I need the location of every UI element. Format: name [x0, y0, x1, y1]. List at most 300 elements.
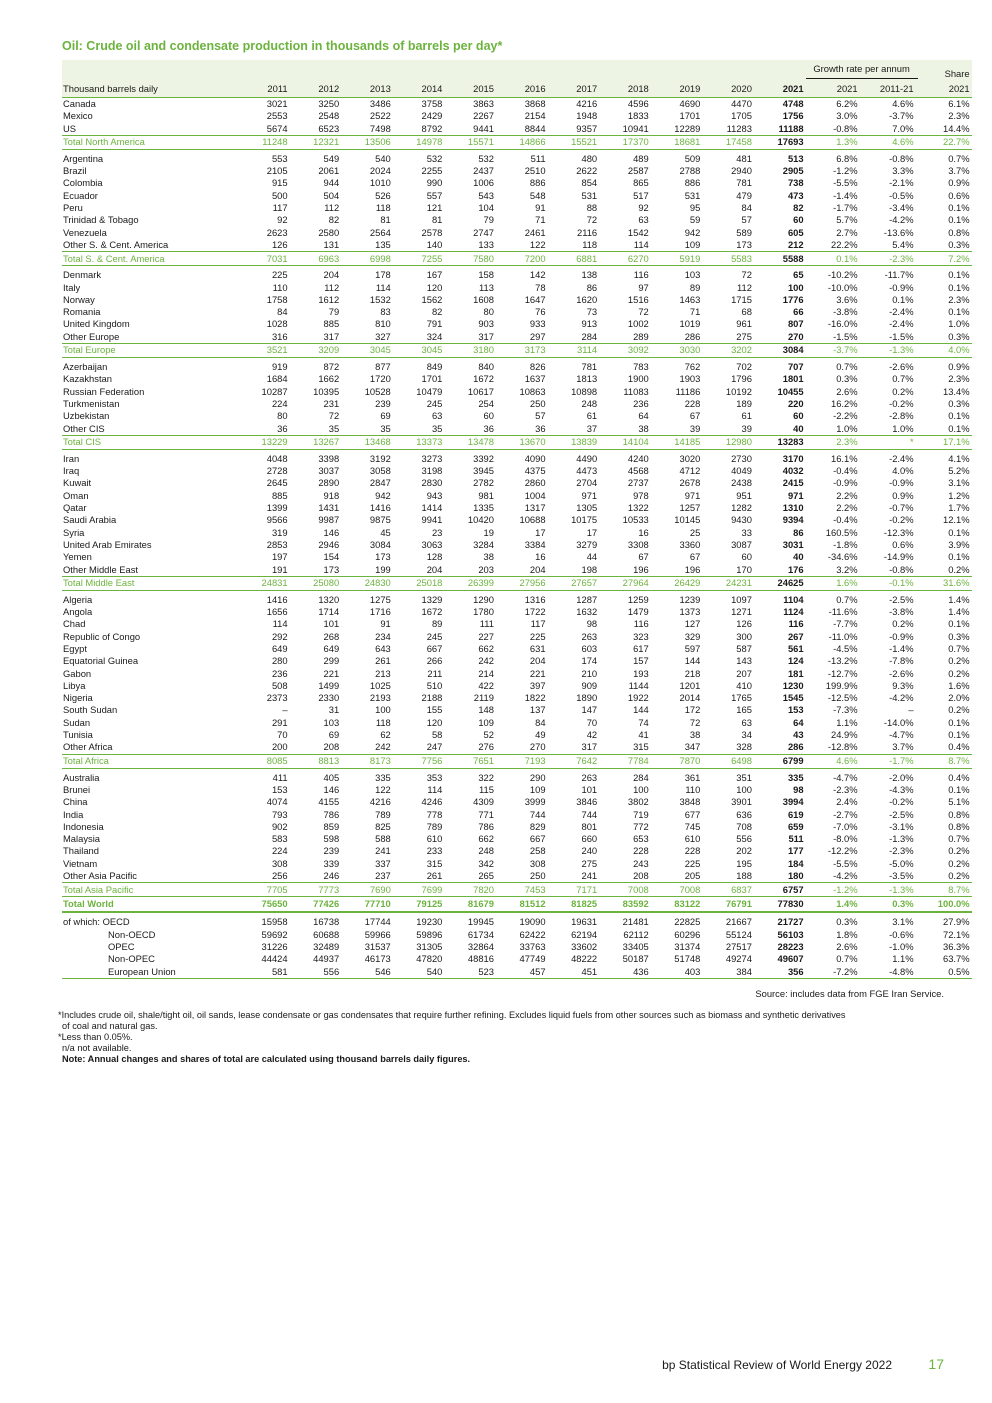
value-cell: 153: [787, 704, 804, 716]
growth-cell: 3.1%: [892, 916, 914, 928]
value-cell: 489: [633, 152, 649, 164]
value-cell: 1903: [679, 373, 701, 385]
value-cell: 1104: [783, 593, 804, 605]
value-cell: 147: [581, 704, 598, 716]
share-cell: 0.1%: [948, 783, 970, 795]
value-cell: 909: [581, 679, 598, 691]
growth-cell: -34.6%: [827, 551, 858, 563]
table-row: [62, 784, 972, 796]
value-cell: 3392: [473, 452, 494, 464]
header-row-columns: [62, 79, 972, 98]
value-cell: 4032: [782, 465, 804, 477]
value-cell: 1006: [473, 177, 494, 189]
value-cell: 10420: [467, 514, 494, 526]
value-cell: 361: [684, 771, 701, 783]
share-cell: 0.1%: [948, 526, 970, 538]
value-cell: 1758: [266, 293, 288, 305]
value-cell: 236: [633, 397, 649, 409]
value-cell: 77830: [754, 897, 806, 913]
value-cell: 356: [754, 966, 806, 979]
value-cell: 83592: [599, 897, 651, 913]
value-cell: 21667: [725, 916, 752, 928]
share-cell: 0.1%: [948, 306, 970, 318]
growth-cell: 6.2%: [836, 98, 858, 109]
value-cell: 347: [684, 741, 701, 753]
table-row: [62, 631, 972, 643]
value-cell: 762: [684, 361, 701, 373]
value-cell: 195: [736, 857, 752, 869]
value-cell: 19631: [571, 916, 598, 928]
value-cell: 127: [684, 618, 701, 630]
growth-cell: -16.0%: [827, 318, 858, 330]
value-cell: 59: [689, 214, 701, 226]
value-cell: 191: [271, 563, 288, 575]
value-cell: 2510: [524, 165, 546, 177]
value-cell: 148: [478, 704, 494, 716]
value-cell: 248: [581, 397, 598, 409]
value-cell: 27517: [725, 940, 752, 952]
table-row: [62, 318, 972, 330]
value-cell: 553: [271, 152, 288, 164]
value-cell: 353: [426, 771, 443, 783]
share-cell: 5.1%: [948, 796, 970, 808]
value-cell: 3209: [290, 344, 342, 358]
value-cell: 155: [426, 704, 443, 716]
value-cell: 5588: [754, 252, 806, 266]
value-cell: 1144: [628, 679, 649, 691]
value-cell: 83122: [651, 897, 703, 913]
value-cell: 117: [530, 618, 546, 630]
production-table-container: [62, 60, 970, 979]
growth-cell: -3.7%: [889, 110, 914, 122]
value-cell: 6498: [702, 754, 754, 768]
value-cell: 50187: [622, 953, 649, 965]
share-cell: 100.0%: [918, 897, 972, 913]
value-cell: 4049: [731, 465, 752, 477]
value-cell: 41: [638, 729, 649, 741]
share-cell: 3.9%: [948, 538, 970, 550]
value-cell: 91: [535, 202, 546, 214]
growth-cell: 4.0%: [892, 465, 914, 477]
value-cell: 63: [638, 214, 649, 226]
value-cell: 510: [426, 679, 443, 691]
growth-cell: 1.0%: [836, 422, 858, 434]
value-cell: 100: [633, 783, 649, 795]
value-cell: 181: [787, 667, 804, 679]
share-cell: 0.8%: [948, 226, 970, 238]
year-header: 2014: [393, 79, 445, 98]
value-cell: 34: [741, 729, 752, 741]
value-cell: 5674: [266, 122, 288, 134]
value-cell: 8844: [524, 122, 546, 134]
growth-cell: -4.3%: [889, 783, 914, 795]
value-cell: 7171: [548, 883, 600, 897]
value-cell: 25018: [393, 576, 445, 590]
value-cell: 21481: [622, 916, 649, 928]
year-header: 2019: [651, 79, 703, 98]
table-row: [62, 239, 972, 252]
value-cell: 801: [581, 820, 598, 832]
value-cell: 82: [793, 202, 804, 214]
value-cell: 546: [341, 966, 393, 979]
value-cell: 118: [582, 238, 598, 250]
value-cell: 71: [689, 306, 701, 318]
value-cell: 6963: [290, 252, 342, 266]
table-row: [62, 941, 972, 953]
value-cell: 319: [271, 526, 288, 538]
value-cell: 480: [581, 152, 598, 164]
value-cell: 2461: [524, 226, 546, 238]
year-header: 2021: [754, 79, 806, 98]
value-cell: 61: [586, 410, 598, 422]
value-cell: 540: [375, 152, 391, 164]
value-cell: 328: [736, 741, 752, 753]
value-cell: 1317: [524, 502, 546, 514]
share-cell: 0.9%: [948, 361, 970, 373]
growth-cell: -2.0%: [889, 771, 914, 783]
value-cell: 587: [736, 642, 752, 654]
value-cell: 266: [426, 655, 443, 667]
value-cell: 2330: [318, 692, 340, 704]
value-cell: 117: [272, 202, 288, 214]
value-cell: 610: [684, 833, 701, 845]
value-cell: 523: [444, 966, 496, 979]
value-cell: 1516: [627, 293, 649, 305]
table-total-row: [62, 897, 972, 913]
growth-cell: 1.8%: [836, 928, 858, 940]
row-label: Kazakhstan: [63, 373, 112, 385]
value-cell: 1416: [369, 502, 391, 514]
value-cell: 1271: [731, 606, 752, 618]
value-cell: 121: [426, 202, 443, 214]
value-cell: 2737: [627, 477, 649, 489]
value-cell: –: [282, 704, 288, 716]
value-cell: 70: [586, 716, 598, 728]
growth-cell: *: [862, 435, 918, 449]
growth-cell: -2.6%: [889, 361, 914, 373]
value-cell: 144: [684, 655, 701, 667]
value-cell: 3848: [679, 796, 701, 808]
value-cell: 224: [271, 397, 288, 409]
value-cell: 589: [736, 226, 752, 238]
value-cell: 2564: [369, 226, 391, 238]
growth-cell: -3.1%: [889, 820, 914, 832]
row-label: Vietnam: [63, 857, 98, 869]
value-cell: 51748: [674, 953, 701, 965]
share-cell: 5.2%: [948, 465, 970, 477]
value-cell: 405: [323, 771, 340, 783]
row-label: Total S. & Cent. America: [62, 252, 238, 266]
share-cell: 0.1%: [948, 618, 970, 630]
value-cell: 79: [483, 214, 494, 226]
growth-cell: 2.6%: [836, 940, 858, 952]
share-cell: 0.4%: [948, 771, 970, 783]
value-cell: 2847: [369, 477, 391, 489]
growth-cell: -11.7%: [884, 269, 914, 281]
value-cell: 38: [483, 551, 494, 563]
value-cell: 2678: [679, 477, 701, 489]
value-cell: 315: [633, 741, 649, 753]
table-row: [62, 423, 972, 436]
value-cell: 91: [380, 618, 391, 630]
value-cell: 47749: [519, 953, 546, 965]
value-cell: 316: [271, 330, 288, 342]
value-cell: 786: [478, 820, 494, 832]
value-cell: 254: [478, 397, 494, 409]
growth-cell: 0.6%: [892, 538, 914, 550]
value-cell: 636: [736, 808, 752, 820]
growth-cell: -5.5%: [833, 177, 858, 189]
growth-cell: -2.3%: [833, 783, 858, 795]
value-cell: 3284: [473, 538, 494, 550]
growth-cell: -12.7%: [827, 667, 858, 679]
value-cell: 7453: [496, 883, 548, 897]
value-cell: 75650: [238, 897, 290, 913]
table-row: [62, 796, 972, 808]
table-row: [62, 564, 972, 577]
value-cell: 351: [736, 771, 752, 783]
value-cell: 86: [793, 526, 804, 538]
value-cell: 12321: [290, 135, 342, 149]
value-cell: 178: [375, 269, 391, 281]
value-cell: 6523: [318, 122, 340, 134]
value-cell: 228: [684, 845, 701, 857]
growth-cell: -4.5%: [833, 642, 858, 654]
value-cell: 7699: [393, 883, 445, 897]
table-row: [62, 809, 972, 821]
value-cell: 98: [793, 783, 804, 795]
growth-cell: -0.9%: [889, 630, 914, 642]
value-cell: 971: [581, 489, 598, 501]
share-cell: 0.6%: [948, 189, 970, 201]
value-cell: 913: [581, 318, 598, 330]
value-cell: 422: [478, 679, 494, 691]
value-cell: 1715: [731, 293, 752, 305]
value-cell: 13283: [754, 435, 806, 449]
value-cell: 1259: [627, 593, 649, 605]
header-row-top: [62, 60, 972, 79]
value-cell: 3863: [473, 98, 494, 109]
value-cell: 918: [323, 489, 340, 501]
growth-cell: -4.2%: [889, 214, 914, 226]
footnote: Note: Annual changes and shares of total are calculated using thousand barrels daily figures.: [62, 1054, 471, 1064]
share-cell: 1.4%: [948, 606, 970, 618]
value-cell: 4216: [369, 796, 391, 808]
value-cell: 81825: [548, 897, 600, 913]
growth-cell: 1.1%: [892, 953, 914, 965]
growth-cell: -1.2%: [806, 883, 862, 897]
value-cell: 1701: [421, 373, 443, 385]
value-cell: 79125: [393, 897, 445, 913]
value-cell: 48222: [571, 953, 598, 965]
table-row: [62, 398, 972, 410]
footnotes: [58, 1010, 948, 1065]
share-cell: 1.2%: [948, 489, 970, 501]
row-label: Kuwait: [63, 477, 92, 489]
value-cell: 557: [426, 189, 443, 201]
value-cell: 10941: [622, 122, 649, 134]
value-cell: 649: [323, 642, 340, 654]
value-cell: 122: [375, 783, 391, 795]
value-cell: 1672: [421, 606, 443, 618]
value-cell: 10479: [416, 385, 443, 397]
value-cell: 1479: [627, 606, 649, 618]
share-cell: 17.1%: [918, 435, 972, 449]
value-cell: 548: [529, 189, 546, 201]
value-cell: 69: [380, 410, 391, 422]
value-cell: 7690: [341, 883, 393, 897]
value-cell: 3868: [524, 98, 546, 109]
value-cell: 3202: [702, 344, 754, 358]
value-cell: 44: [586, 551, 598, 563]
value-cell: 263: [581, 630, 598, 642]
value-cell: 275: [736, 330, 752, 342]
growth-cell: 16.2%: [831, 397, 858, 409]
share-cell: 13.4%: [943, 385, 970, 397]
value-cell: 781: [581, 361, 598, 373]
value-cell: 60: [483, 410, 494, 422]
value-cell: 549: [323, 152, 340, 164]
row-label: Malaysia: [63, 833, 100, 845]
share-cell: 0.1%: [948, 281, 970, 293]
row-label: South Sudan: [63, 704, 118, 716]
value-cell: 44937: [313, 953, 340, 965]
share-cell: 31.6%: [918, 576, 972, 590]
value-cell: 81: [380, 214, 391, 226]
value-cell: 72: [328, 410, 340, 422]
value-cell: 290: [529, 771, 546, 783]
value-cell: 79: [328, 306, 340, 318]
value-cell: 3945: [473, 465, 494, 477]
value-cell: 1765: [731, 692, 752, 704]
value-cell: 128: [426, 551, 443, 563]
value-cell: 745: [684, 820, 701, 832]
value-cell: 7773: [290, 883, 342, 897]
value-cell: 1822: [524, 692, 546, 704]
growth-cell: -2.4%: [889, 306, 914, 318]
value-cell: 7870: [651, 754, 703, 768]
share-cell: 0.3%: [948, 330, 970, 342]
value-cell: 1399: [266, 502, 288, 514]
value-cell: 1780: [473, 606, 494, 618]
value-cell: 532: [426, 152, 443, 164]
value-cell: 7756: [393, 754, 445, 768]
value-cell: 653: [633, 833, 649, 845]
value-cell: 27956: [496, 576, 548, 590]
value-cell: 84: [741, 202, 752, 214]
value-cell: 643: [375, 642, 391, 654]
growth-cell: -1.0%: [889, 940, 914, 952]
value-cell: 2429: [421, 110, 443, 122]
share-cell: 0.1%: [948, 551, 970, 563]
value-cell: 208: [323, 741, 340, 753]
value-cell: 942: [375, 489, 391, 501]
table-row: [62, 717, 972, 729]
value-cell: 81: [431, 214, 443, 226]
growth-cell: 0.7%: [836, 953, 858, 965]
growth-cell: -1.8%: [833, 538, 858, 550]
table-row: [62, 410, 972, 422]
value-cell: 212: [787, 238, 804, 250]
value-cell: 38: [689, 729, 701, 741]
value-cell: 561: [787, 642, 804, 654]
row-label: Saudi Arabia: [63, 514, 117, 526]
share-cell: 1.0%: [948, 318, 970, 330]
value-cell: 13229: [238, 435, 290, 449]
value-cell: 588: [375, 833, 391, 845]
growth-cell: -3.7%: [806, 344, 862, 358]
value-cell: 2747: [473, 226, 494, 238]
value-cell: 4074: [266, 796, 288, 808]
growth-cell: -12.2%: [827, 845, 858, 857]
growth-cell: -12.3%: [883, 526, 914, 538]
value-cell: 10145: [674, 514, 701, 526]
value-cell: 2061: [318, 165, 340, 177]
value-cell: 793: [271, 808, 288, 820]
value-cell: 197: [271, 551, 288, 563]
value-cell: 2105: [266, 165, 288, 177]
value-cell: 531: [684, 189, 701, 201]
row-label: Argentina: [63, 152, 104, 164]
value-cell: 877: [375, 361, 391, 373]
value-cell: 3486: [369, 98, 391, 109]
value-cell: 250: [529, 397, 546, 409]
row-label: Other Middle East: [63, 563, 139, 575]
value-cell: 63: [741, 716, 752, 728]
growth-cell: 0.3%: [836, 916, 858, 928]
value-cell: 23: [431, 526, 443, 538]
value-cell: 4216: [576, 98, 598, 109]
growth-cell: 4.6%: [862, 135, 918, 149]
value-cell: 4712: [679, 465, 701, 477]
value-cell: 280: [271, 655, 288, 667]
value-cell: 292: [271, 630, 288, 642]
value-cell: 89: [689, 281, 701, 293]
value-cell: 146: [323, 783, 340, 795]
value-cell: 28223: [777, 940, 804, 952]
growth-cell: -3.4%: [889, 202, 914, 214]
value-cell: 204: [529, 655, 546, 667]
value-cell: 224: [271, 845, 288, 857]
value-cell: 55124: [725, 928, 752, 940]
growth-cell: -10.2%: [827, 269, 858, 281]
value-cell: 2255: [421, 165, 443, 177]
value-cell: 2578: [421, 226, 443, 238]
value-cell: 2116: [576, 226, 598, 238]
growth-cell: 3.7%: [892, 741, 914, 753]
value-cell: 859: [323, 820, 340, 832]
value-cell: 509: [684, 152, 701, 164]
table-row: [62, 190, 972, 202]
row-label: United Arab Emirates: [63, 538, 152, 550]
value-cell: 2438: [731, 477, 752, 489]
growth-cell: -14.0%: [883, 716, 914, 728]
value-cell: 10863: [519, 385, 546, 397]
value-cell: 322: [478, 771, 494, 783]
production-table: [62, 60, 972, 979]
value-cell: 1316: [524, 593, 546, 605]
value-cell: 2267: [473, 110, 494, 122]
value-cell: 43: [793, 729, 804, 741]
value-cell: 84: [277, 306, 288, 318]
table-row: [62, 606, 972, 618]
value-cell: 115: [479, 783, 494, 795]
table-row: [62, 331, 972, 344]
value-cell: 57: [535, 410, 546, 422]
value-cell: 1019: [679, 318, 701, 330]
growth-cell: -1.2%: [833, 165, 858, 177]
value-cell: 3030: [651, 344, 703, 358]
